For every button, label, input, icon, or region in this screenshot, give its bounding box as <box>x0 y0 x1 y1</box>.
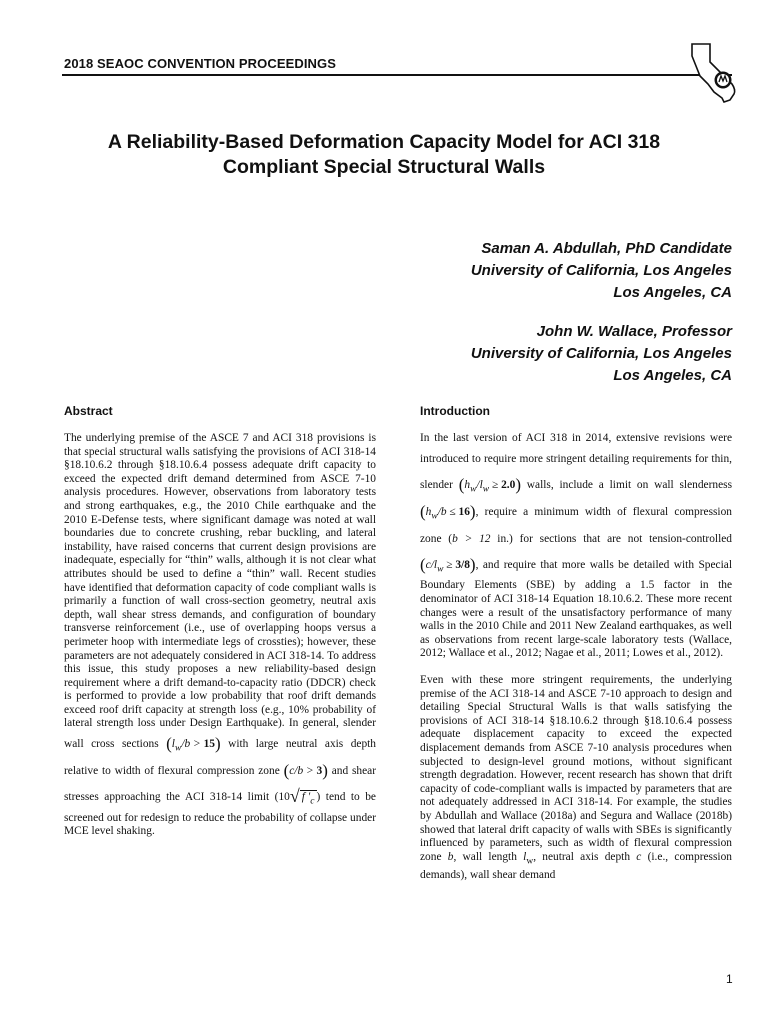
intro-text: (i.e., compression demands), wall shear demand <box>420 850 732 881</box>
abstract-heading: Abstract <box>64 404 113 418</box>
abstract-paragraph <box>64 432 376 839</box>
author-affiliation: University of California, Los Angeles <box>470 345 732 362</box>
intro-paragraph-1 <box>420 432 732 661</box>
equation-c-lw: $(c/l_w \ge 3/8)$ <box>420 555 476 575</box>
equation-hw-lw: $(h_w/l_w \ge 2.0)$ <box>458 474 521 494</box>
intro-text: b > 12 <box>452 533 491 546</box>
intro-text: , require a minimum <box>475 505 579 518</box>
abstract-body <box>64 432 376 839</box>
introduction-body <box>420 432 732 882</box>
running-head: 2018 SEAOC CONVENTION PROCEEDINGS <box>64 56 337 71</box>
intro-text: limit on wall slenderness <box>609 478 733 491</box>
abstract-text: to be screened out for redesign to reduce the probability of collapse under MCE level shaking. <box>64 791 376 838</box>
author-name: John W. Wallace, Professor <box>536 323 732 340</box>
intro-paragraph-2 <box>420 674 732 882</box>
intro-text: l <box>523 850 527 863</box>
equation-c-b: (c/b > 3) <box>283 761 328 781</box>
page-number: 1 <box>726 972 733 986</box>
abstract-text: sections <box>121 738 159 751</box>
abstract-text: with large neutral axis depth relative to <box>64 738 377 778</box>
abstract-text: stresses approaching the ACI 318-14 limit (10 <box>64 791 290 804</box>
intro-text: , and require that <box>475 559 558 572</box>
intro-text: , neutral axis depth <box>533 850 631 863</box>
author-location: Los Angeles, CA <box>613 367 732 384</box>
intro-text: In the last version of ACI 318 in 2014, extensive revisions were introduced to require more stringent detailing <box>420 432 732 465</box>
intro-text: b <box>447 850 454 863</box>
equation-hw-b: $(h_w/b \le 16)$ <box>420 501 476 522</box>
equation-lw-b: $(l_w/b > 15)$ <box>166 734 221 754</box>
author-block-2 <box>232 321 732 387</box>
abstract-text: and shear <box>331 765 377 778</box>
intro-text: , wall length <box>453 850 517 863</box>
intro-text: requirements for thin, slender <box>420 452 732 491</box>
abstract-text: width of flexural compression zone <box>114 765 280 778</box>
intro-text: w <box>526 856 534 866</box>
introduction-heading: Introduction <box>420 404 490 418</box>
author-block-1 <box>232 238 732 304</box>
intro-text: Even with these more stringent requirements, the underlying premise of the ACI 318-14 and ASCE 7-10 approach to design and detailing Special Structural Walls is that walls satisfying the provisions of ACI 318-14 §18.10.6.2 through §18.10.6.4 possess adequate displacement capacity to exceed the expected displacement demands from ASCE 7-10 analysis procedures when subjected to design-level ground motions, without significant strength degradation. However, recent research has shown that drift capacity of code-compliant walls is impacted by parameters that are not adequately addressed in ACI 318-14. For example, the studies by Abdullah and Wallace (2018a) and Segura and Wallace (2018b) showed that lateral drift capacity of walls with SBEs is significantly influenced by parameters, such as width of flexural compression zone <box>420 674 732 863</box>
intro-text: that are not tension-controlled <box>583 533 733 546</box>
paper-title: A Reliability-Based Deformation Capacity Model for ACI 318 Compliant Special Structural Walls <box>107 131 661 178</box>
seaoc-california-logo <box>686 40 740 106</box>
author-name: Saman A. Abdullah, PhD Candidate <box>481 240 732 257</box>
abstract-text: ) tend <box>316 791 346 804</box>
intro-text: more walls be detailed with Special Boundary Elements (SBE) by adding a 1.5 factor in the denominator of ACI 318-14 Equation 18.10.6.2. These more recent changes were a result of the unsatisfactory performance of many walls in the 2010 Chile and 2011 New Zealand earthquakes, as well as observations from recent large-scale laboratory tests (Wallace, 2012; Wallace et al., 2012; Nagae et al., 2011; Lowes et al., 2012). <box>420 559 732 660</box>
author-location: Los Angeles, CA <box>613 284 732 301</box>
intro-text: in.) for sections <box>490 533 577 546</box>
abstract-text: The underlying premise of the ASCE 7 and ACI 318 provisions is that special structural walls satisfying the provisions of ACI 318-14 §18.10.6.2 through §18.10.6.4 possess adequate drift capacity to exceed the expected drift demand determined from ASCE 7-10 analysis procedures. However, observations from laboratory tests and strong earthquakes, e.g., the 2010 Chile earthquake and the 2010 E-Defense tests, where significant damage was noted at wall boundaries due to concrete crushing, rebar buckling, and lateral instability, have raised concerns that current design provisions are inadequate, especially for “thin” walls, although it is not clear what attributes should be used to define a “thin” wall. Recent studies have identified that deformation capacity of code compliant walls is primarily a function of wall cross-section geometry, neutral axis depth, wall shear stress demands, and configuration of boundary transverse reinforcement (i.e., use of overlapping hoops versus a perimeter hoop with intermediate legs of crossties); however, these parameters are not adequately considered in ACI 318-14. To address this issue, this study proposes a new reliability-based design requirement where a drift demand-to-capacity ratio (DDCR) check is performed to provide a low probability that roof drift demands exceed roof drift capacity at strength loss (e.g., 10% probability of lateral strength loss under Design Earthquake). In general, slender wall cross <box>64 432 376 751</box>
header-rule <box>62 74 732 76</box>
intro-text: walls, include a <box>526 478 604 491</box>
intro-text: c <box>636 850 642 863</box>
intro-text: width of flexural compression zone ( <box>420 505 732 546</box>
author-affiliation: University of California, Los Angeles <box>470 262 732 279</box>
equation-sqrt-fc: √ f $'_c$ <box>289 786 315 807</box>
